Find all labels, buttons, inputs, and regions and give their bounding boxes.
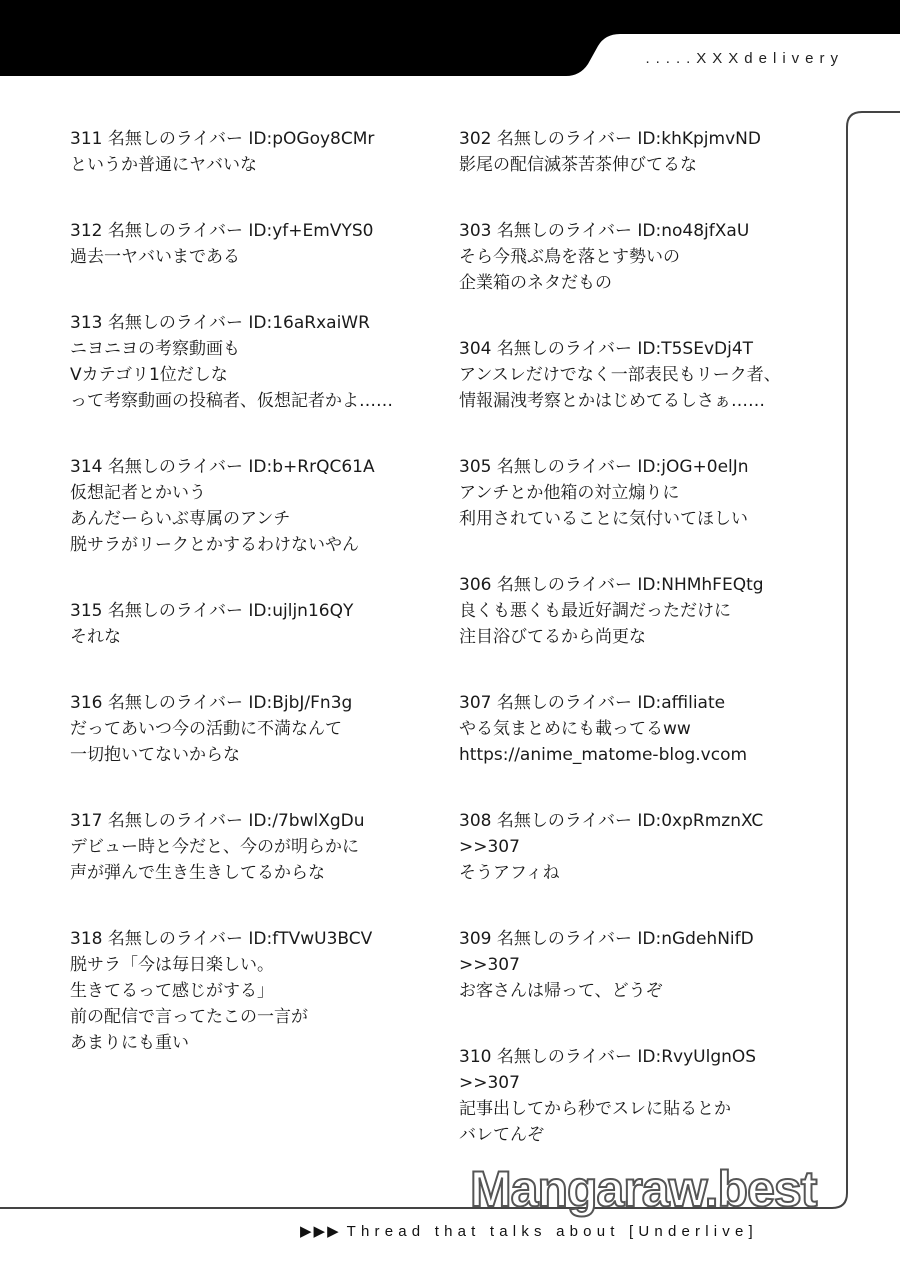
- post-header: 310 名無しのライバー ID:RvyUlgnOS: [459, 1047, 757, 1067]
- post-header: 303 名無しのライバー ID:no48jfXaU: [459, 221, 750, 241]
- post-316: [70, 690, 450, 808]
- post-body-line: 影尾の配信滅茶苦茶伸びてるな: [459, 155, 697, 175]
- post-body-line: お客さんは帰って、どうぞ: [459, 981, 663, 1001]
- post-body-line: 脱サラがリークとかするわけないやん: [70, 535, 359, 555]
- post-312: [70, 218, 450, 310]
- post-body-line: >>307: [459, 955, 520, 975]
- post-body-line: 生きてるって感じがする」: [70, 981, 274, 1001]
- header-label: .....XXXdelivery: [645, 50, 844, 67]
- post-body-line: アンチとか他箱の対立煽りに: [459, 483, 680, 503]
- post-318: [70, 926, 450, 1056]
- post-header: 317 名無しのライバー ID:/7bwlXgDu: [70, 811, 365, 831]
- post-body-line: 過去一ヤバいまである: [70, 247, 240, 267]
- post-header: 318 名無しのライバー ID:fTVwU3BCV: [70, 929, 373, 949]
- post-header: 305 名無しのライバー ID:jOG+0elJn: [459, 457, 749, 477]
- post-body-line: >>307: [459, 1073, 520, 1093]
- post-header: 307 名無しのライバー ID:affiliate: [459, 693, 726, 713]
- post-306: [459, 572, 839, 690]
- post-315: [70, 598, 450, 690]
- post-header: 316 名無しのライバー ID:BjbJ/Fn3g: [70, 693, 353, 713]
- post-body-line: 声が弾んで生き生きしてるからな: [70, 863, 325, 883]
- post-body-line: 仮想記者とかいう: [70, 483, 206, 503]
- post-header: 313 名無しのライバー ID:16aRxaiWR: [70, 313, 370, 333]
- post-body-line: 前の配信で言ってたこの一言が: [70, 1007, 308, 1027]
- post-305: [459, 454, 839, 572]
- post-body-line: やる気まとめにも載ってるww: [459, 719, 691, 739]
- post-header: 309 名無しのライバー ID:nGdehNifD: [459, 929, 754, 949]
- post-header: 311 名無しのライバー ID:pOGoy8CMr: [70, 129, 375, 149]
- post-body-line: あまりにも重い: [70, 1033, 189, 1053]
- post-body-line: >>307: [459, 837, 520, 857]
- post-body-line: 脱サラ「今は毎日楽しい。: [70, 955, 274, 975]
- post-body-line: デビュー時と今だと、今のが明らかに: [70, 837, 359, 857]
- footer-label: Thread that talks about [Underlive]: [346, 1223, 758, 1240]
- post-body-line: そら今飛ぶ鳥を落とす勢いの: [459, 247, 680, 267]
- right-column: [459, 126, 839, 1148]
- post-body-line: って考察動画の投稿者、仮想記者かよ……: [70, 391, 393, 411]
- post-313: [70, 310, 450, 454]
- post-header: 302 名無しのライバー ID:khKpjmvND: [459, 129, 761, 149]
- post-body-line: というか普通にヤバいな: [70, 155, 257, 175]
- post-header: 308 名無しのライバー ID:0xpRmznXC: [459, 811, 764, 831]
- post-311: [70, 126, 450, 218]
- post-303: [459, 218, 839, 336]
- post-body-line: バレてんぞ: [459, 1125, 544, 1145]
- post-302: [459, 126, 839, 218]
- left-column: [70, 126, 450, 1056]
- post-body-line: Vカテゴリ1位だしな: [70, 365, 228, 385]
- footer: [300, 1222, 758, 1240]
- post-307: [459, 690, 839, 808]
- post-body-line: 情報漏洩考察とかはじめてるしさぁ……: [459, 391, 765, 411]
- post-body-line: https://anime_matome-blog.vcom: [459, 745, 748, 765]
- header-black-banner: [0, 0, 900, 80]
- post-body-line: あんだーらいぶ専属のアンチ: [70, 509, 291, 529]
- post-header: 315 名無しのライバー ID:ujljn16QY: [70, 601, 354, 621]
- post-317: [70, 808, 450, 926]
- post-310: [459, 1044, 839, 1148]
- post-308: [459, 808, 839, 926]
- post-body-line: 記事出してから秒でスレに貼るとか: [459, 1099, 731, 1119]
- post-body-line: 利用されていることに気付いてほしい: [459, 509, 748, 529]
- post-body-line: だってあいつ今の活動に不満なんて: [70, 719, 342, 739]
- post-body-line: 一切抱いてないからな: [70, 745, 240, 765]
- post-body-line: 企業箱のネタだもの: [459, 273, 612, 293]
- post-309: [459, 926, 839, 1044]
- post-body-line: それな: [70, 627, 121, 647]
- post-304: [459, 336, 839, 454]
- triple-arrow-icon: ▶▶▶: [300, 1223, 341, 1240]
- post-body-line: ニヨニヨの考察動画も: [70, 339, 240, 359]
- post-body-line: 注目浴びてるから尚更な: [459, 627, 646, 647]
- post-314: [70, 454, 450, 598]
- watermark: Mangaraw.best: [470, 1161, 817, 1217]
- post-body-line: アンスレだけでなく一部表民もリーク者、: [459, 365, 781, 385]
- post-header: 312 名無しのライバー ID:yf+EmVYS0: [70, 221, 374, 241]
- post-header: 314 名無しのライバー ID:b+RrQC61A: [70, 457, 375, 477]
- post-header: 304 名無しのライバー ID:T5SEvDj4T: [459, 339, 754, 359]
- post-body-line: そうアフィね: [459, 863, 560, 883]
- post-header: 306 名無しのライバー ID:NHMhFEQtg: [459, 575, 764, 595]
- post-body-line: 良くも悪くも最近好調だっただけに: [459, 601, 731, 621]
